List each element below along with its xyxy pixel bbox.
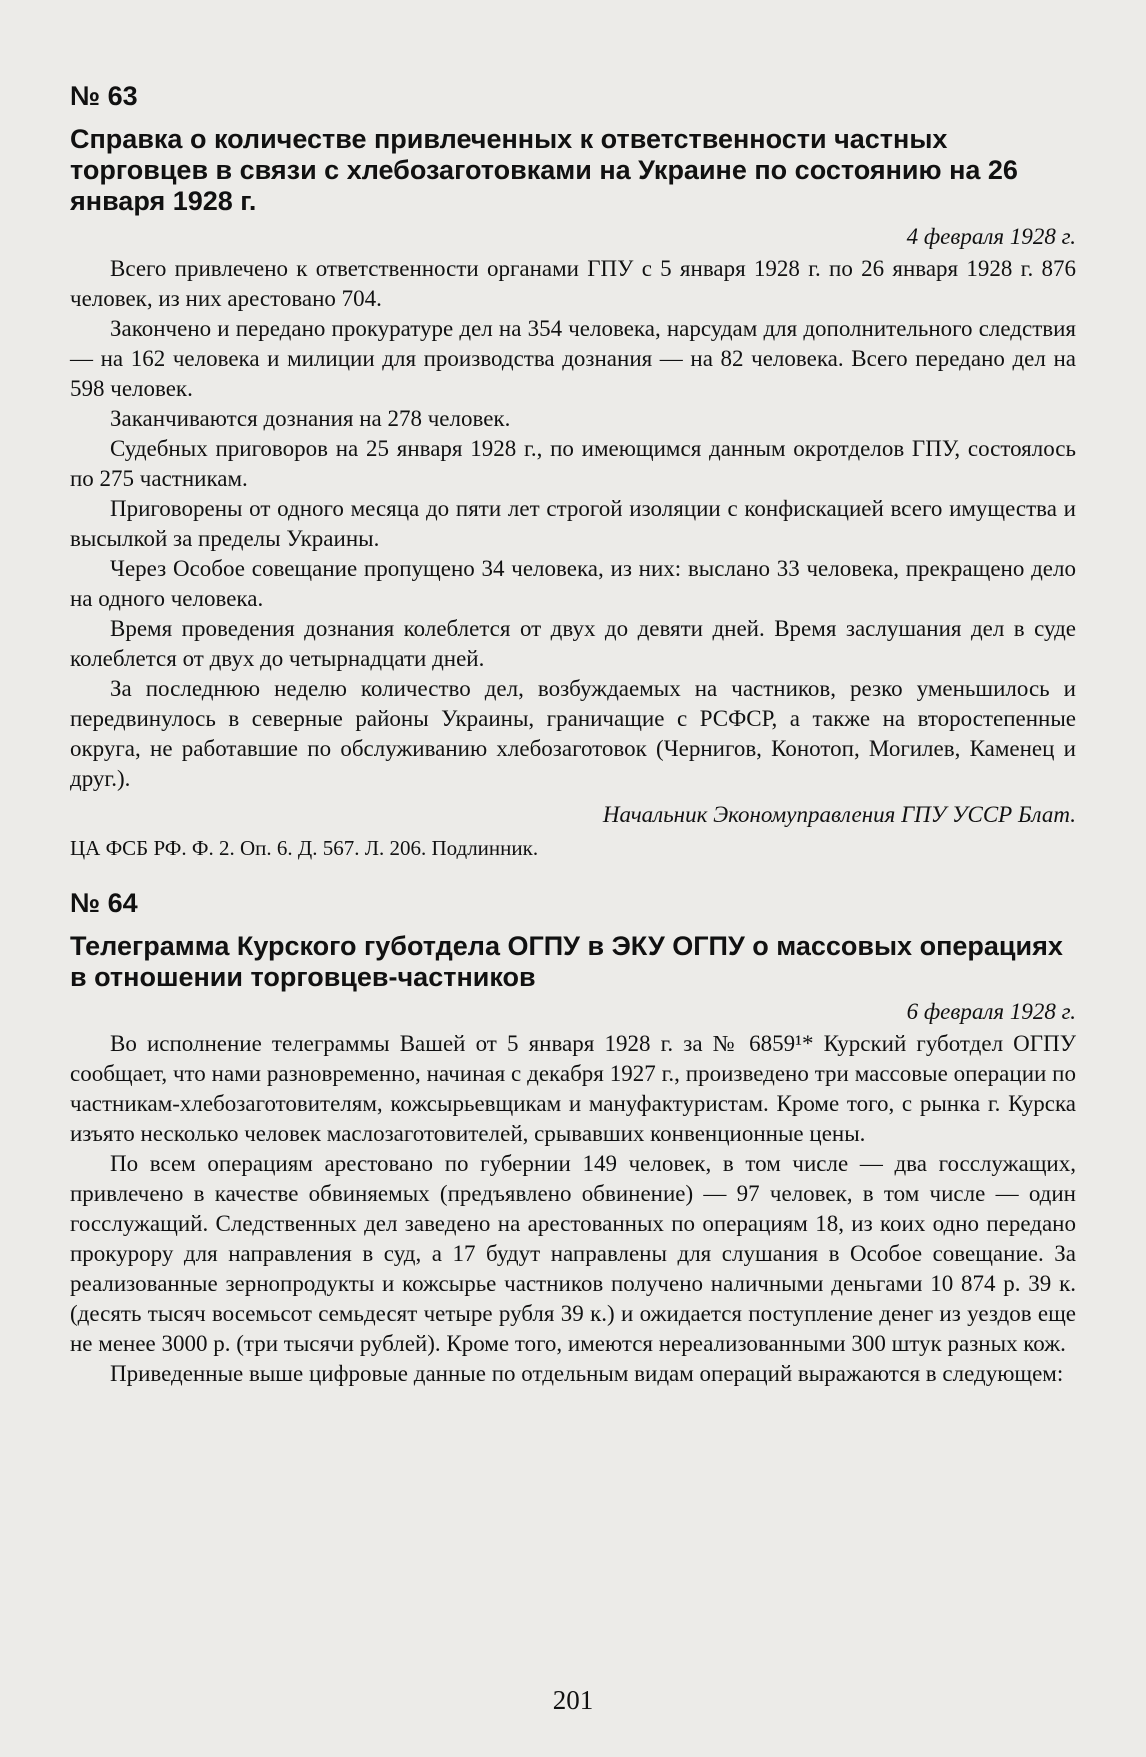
document-title: Телеграмма Курского губотдела ОГПУ в ЭКУ ОГПУ о массовых операциях в отношении торговцев-частников — [70, 930, 1063, 992]
document-date: 4 февраля 1928 г. — [906, 223, 1076, 249]
document-63 — [70, 80, 1076, 861]
paragraph: По всем операциям арестовано по губернии 149 человек, в том числе — два госслужащих, привлечено в качестве обвиняемых (предъявлено обвинение) — 97 человек, в том числе — один госслужащий. Следственных дел заведено на арестованных по операциям 18, из коих одно передано прокурору для направления в суд, а 17 будут направлены для слушания в Особое совещание. За реализованные зернопродукты и кожсырье частников получено наличными деньгами 10 874 р. 39 к. (десять тысяч восемьсот семьдесят четыре рубля 39 к.) и ожидается поступление денег из уездов еще не менее 3000 р. (три тысячи рублей). Кроме того, имеются нереализованными 300 штук разных кож. — [70, 1151, 1076, 1357]
paragraph: Судебных приговоров на 25 января 1928 г., по имеющимся данным окротделов ГПУ, состоялось по 275 частникам. — [70, 435, 1076, 491]
paragraph: Время проведения дознания колеблется от двух до девяти дней. Время заслушания дел в суде колеблется от двух до четырнадцати дней. — [70, 615, 1076, 671]
paragraph: За последнюю неделю количество дел, возбуждаемых на частников, резко уменьшилось и передвинулось в северные районы Украины, граничащие с РСФСР, а также на второстепенные округа, не работавшие по обслуживанию хлебозаготовок (Чернигов, Конотоп, Могилев, Каменец и друг.). — [70, 675, 1076, 791]
archive-source: ЦА ФСБ РФ. Ф. 2. Оп. 6. Д. 567. Л. 206. Подлинник. — [70, 835, 539, 860]
paragraph: Во исполнение телеграммы Вашей от 5 января 1928 г. за № 6859¹* Курский губотдел ОГПУ сообщает, что нами разновременно, начиная с декабря 1927 г., произведено три массовые операции по частникам-хлебозаготовителям, кожсырьевщикам и мануфактуристам. Кроме того, с рынка г. Курска изъято несколько человек маслозаготовителей, срывавших конвенционные цены. — [70, 1031, 1076, 1147]
paragraph: Через Особое совещание пропущено 34 человека, из них: выслано 33 человека, прекращено дело на одного человека. — [70, 555, 1076, 611]
signature: Начальник Экономуправления ГПУ УССР Блат. — [602, 801, 1076, 827]
paragraph: Заканчиваются дознания на 278 человек. — [110, 405, 511, 431]
document-date: 6 февраля 1928 г. — [906, 999, 1076, 1025]
document-title: Справка о количестве привлеченных к ответственности частных торговцев в связи с хлебозаготовками на Украине по состоянию на 26 января 1928 г. — [70, 124, 1018, 217]
document-number: № 64 — [70, 887, 138, 918]
page-number: 201 — [552, 1685, 594, 1715]
paragraph: Приговорены от одного месяца до пяти лет строгой изоляции с конфискацией всего имущества и высылкой за пределы Украины. — [70, 495, 1076, 551]
paragraph: Закончено и передано прокуратуре дел на 354 человека, нарсудам для дополнительного следствия — на 162 человека и милиции для производства дознания — на 82 человека. Всего передано дел на 598 человек. — [70, 315, 1076, 401]
document-number: № 63 — [70, 81, 138, 111]
document-64 — [70, 887, 1076, 1389]
paragraph: Всего привлечено к ответственности органами ГПУ с 5 января 1928 г. по 26 января 1928 г. 876 человек, из них арестовано 704. — [70, 255, 1076, 311]
paragraph: Приведенные выше цифровые данные по отдельным видам операций выражаются в следующем: — [110, 1361, 1064, 1387]
